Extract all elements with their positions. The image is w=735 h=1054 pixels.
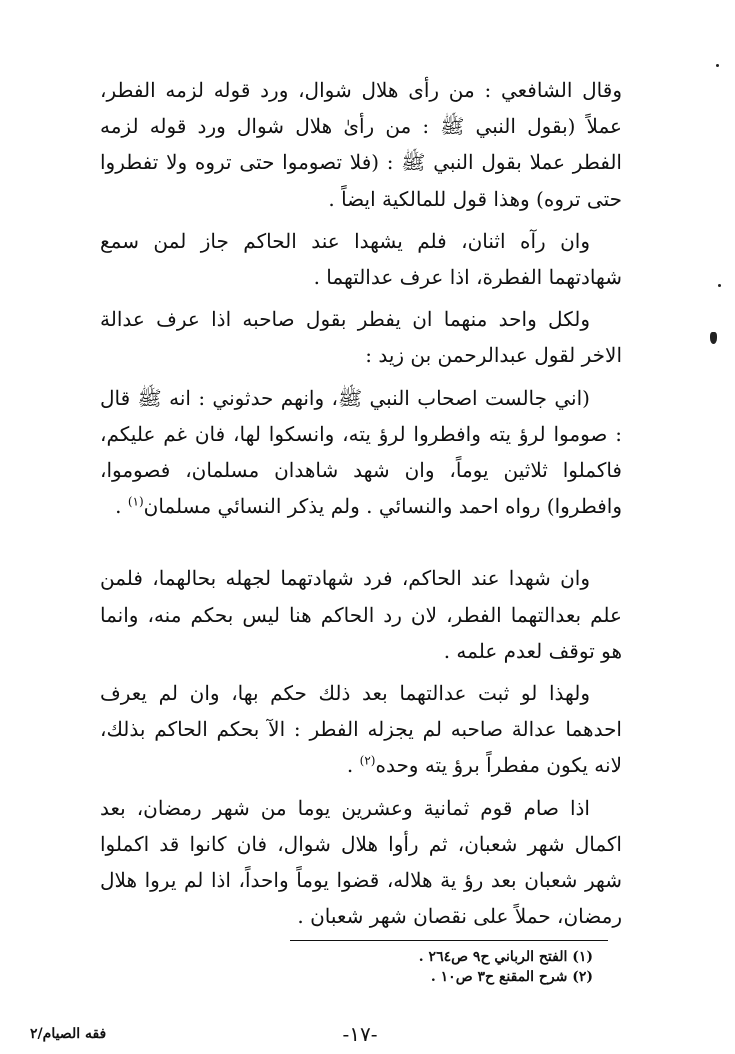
footnote-2: (٢) شرح المقنع ح٣ ص١٠ . (430, 969, 593, 985)
hadith-text: (اني جالست اصحاب النبي ﷺ، وانهم حدثوني : انه ﷺ قال : صوموا لرؤ يته وافطروا لرؤ يته، وانسكوا لها، فان غم عليكم، فاكملوا ثلاثين يوماً، وان شهد شاهدان مسلمان، فصوموا، وافطروا) رواه احمد والنسائي . ولم يذكر النسائي مسلمان (100, 385, 623, 519)
footnote-marker-1: (١) (127, 494, 144, 509)
paragraph-shafii: وقال الشافعي : من رأى هلال شوال، ورد قوله لزمه الفطر، عملاً (بقول النبي ﷺ : من رأىٰ هلال شوال ورد قوله لزمه الفطر عملا بقول النبي ﷺ : (فلا تصوموا حتى تروه ولا تفطروا حتى تروه) وهذا قول للمالكية ايضاً . (100, 78, 622, 211)
footnote-1: (١) الفتح الرباني ح٩ ص٢٦٤ . (418, 949, 593, 965)
paragraph-twenty-eight-days: اذا صام قوم ثمانية وعشرين يوما من شهر رمضان، بعد اكمال شهر شعبان، ثم رأوا هلال شوال، فان كانوا قد اكملوا شهر شعبان بعد رؤ ية هلاله، قضوا يوماً واحداً، اذا لم يروا هلال رمضان، حملاً على نقصان شهر شعبان . (100, 795, 622, 929)
footnote-marker-2: (٢) (359, 753, 376, 768)
scan-speck (718, 284, 721, 287)
paragraph-justice-proven: ولهذا لو ثبت عدالتهما بعد ذلك حكم بها، وان لم يعرف احدهما عدالة صاحبه لم يجزله الفطر : الآ بحكم الحاكم بذلك، لانه يكون مفطراً برؤ يته وحده$^{(٢)}$ . (100, 681, 622, 778)
paragraph-judge-rejects: وان شهدا عند الحاكم، فرد شهادتهما لجهله بحالهما، فلمن علم بعدالتهما الفطر، لان رد الحاكم هنا ليس بحكم منه، وانما هو توقف لعدم علمه . (100, 566, 622, 663)
paragraph-each-one: ولكل واحد منهما ان يفطر بقول صاحبه اذا عرف عدالة الاخر لقول عبدالرحمن بن زيد : (100, 307, 622, 368)
book-label: فقه الصيام/٢ (30, 1026, 107, 1042)
scan-speck (716, 64, 719, 67)
page-number: -١٧- (342, 1022, 378, 1046)
scan-speck (710, 332, 717, 344)
footnotes (193, 947, 593, 987)
paragraph-two-witnesses: وان رآه اثنان، فلم يشهدا عند الحاكم جاز لمن سمع شهادتهما الفطرة، اذا عرف عدالتهما . (100, 228, 622, 290)
justice-text: ولهذا لو ثبت عدالتهما بعد ذلك حكم بها، وان لم يعرف احدهما عدالة صاحبه لم يجزله الفطر : الآ بحكم الحاكم بذلك، لانه يكون مفطراً برؤ يته وحده (100, 681, 622, 778)
paragraph-hadith: (اني جالست اصحاب النبي ﷺ، وانهم حدثوني : انه ﷺ قال : صوموا لرؤ يته وافطروا لرؤ يته، وانسكوا لها، فان غم عليكم، فاكملوا ثلاثين يوماً، وان شهد شاهدان مسلمان، فصوموا، وافطروا) رواه احمد والنسائي . ولم يذكر النسائي مسلمان$^{(١)}$ . (100, 385, 623, 519)
main-text (100, 72, 622, 940)
footnote-separator (290, 940, 608, 941)
